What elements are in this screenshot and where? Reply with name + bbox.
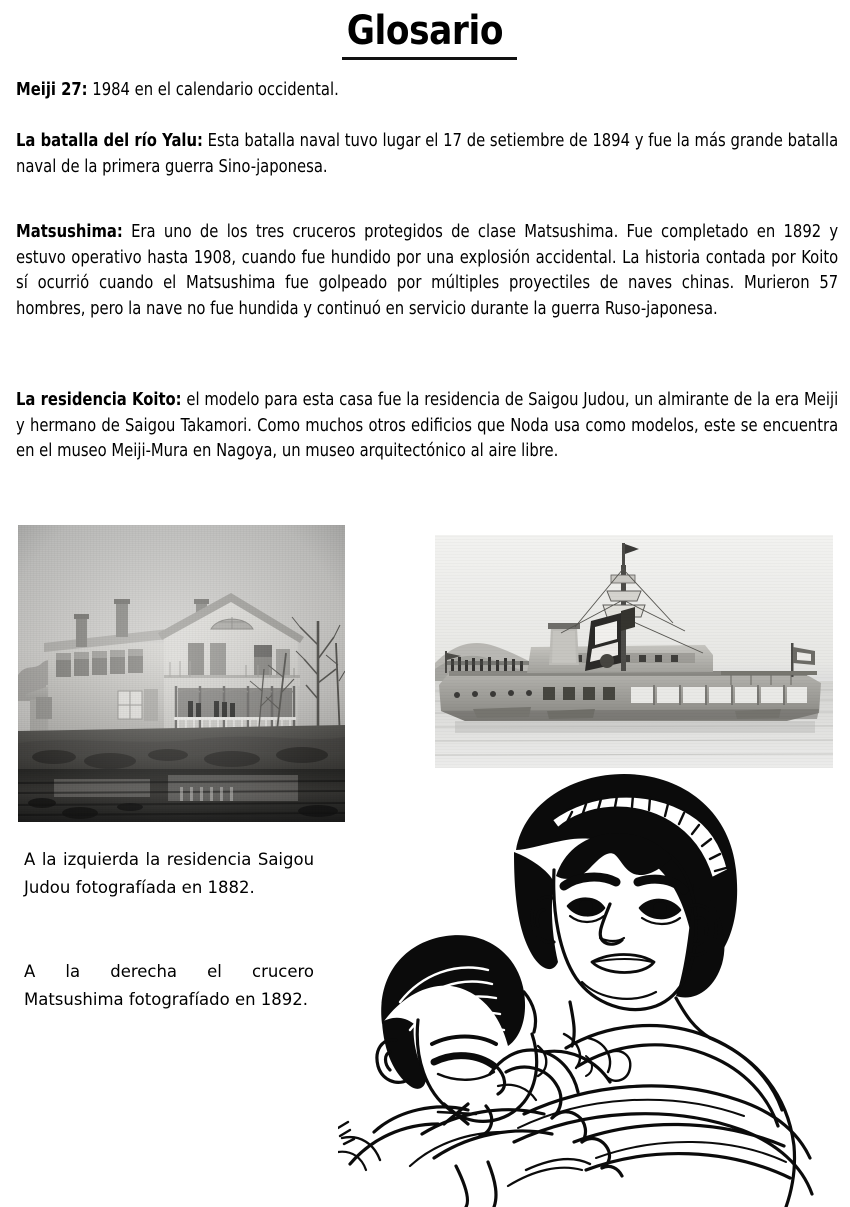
glossary-definition-text: el modelo para esta casa fue la residencia de Saigou Judou, un almirante de la era Meiji y hermano de Saigou Takamori. Como muchos otros edificios que Noda usa como modelos, este se encuentra en el museo Meiji-Mura en Nagoya, un museo arquitectónico al aire libre. bbox=[16, 390, 839, 461]
photo-saigou-judou-residence bbox=[18, 525, 345, 822]
caption-left-photo: A la izquierda la residencia Saigou Judou fotografíada en 1882. bbox=[24, 850, 315, 898]
photo-house-vignette bbox=[18, 525, 345, 822]
page-title: Glosario bbox=[346, 8, 504, 54]
manga-mother-carrying-child bbox=[338, 766, 850, 1207]
glossary-entry-meiji-27 bbox=[16, 78, 838, 104]
glossary-definition-text: Esta batalla naval tuvo lugar el 17 de setiembre de 1894 y fue la más grande batalla naval de la primera guerra Sino-japonesa. bbox=[16, 131, 839, 177]
glossary-entry-yalu-river-battle bbox=[16, 129, 838, 180]
glossary-term-label: Matsushima: bbox=[16, 222, 123, 242]
page-title-wrap bbox=[0, 8, 850, 54]
glossary-definition-text: Era uno de los tres cruceros protegidos de clase Matsushima. Fue completado en 1892 y estuvo operativo hasta 1908, cuando fue hundido por una explosión accidental. La historia contada por Koito sí ocurrió cuando el Matsushima fue golpeado por múltiples proyectiles de naves chinas. Murieron 57 hombres, pero la nave no fue hundida y continuó en servicio durante la guerra Ruso-japonesa. bbox=[16, 222, 839, 319]
glossary-definition-text: 1984 en el calendario occidental. bbox=[87, 80, 339, 100]
glossary-entry-koito-residence bbox=[16, 388, 838, 465]
photo-cruiser-matsushima bbox=[435, 535, 833, 768]
photo-ship-film-grain bbox=[435, 535, 833, 768]
glossary-term-label: La batalla del río Yalu: bbox=[16, 131, 203, 151]
glossary-term-label: La residencia Koito: bbox=[16, 390, 182, 410]
manga-lineart bbox=[338, 766, 850, 1207]
glossary-entry-matsushima bbox=[16, 220, 838, 322]
title-underline-rule bbox=[342, 57, 517, 60]
caption-right-photo: A la derecha el crucero Matsushima fotografíado en 1892. bbox=[24, 962, 315, 1010]
glossary-term-label: Meiji 27: bbox=[16, 80, 88, 100]
